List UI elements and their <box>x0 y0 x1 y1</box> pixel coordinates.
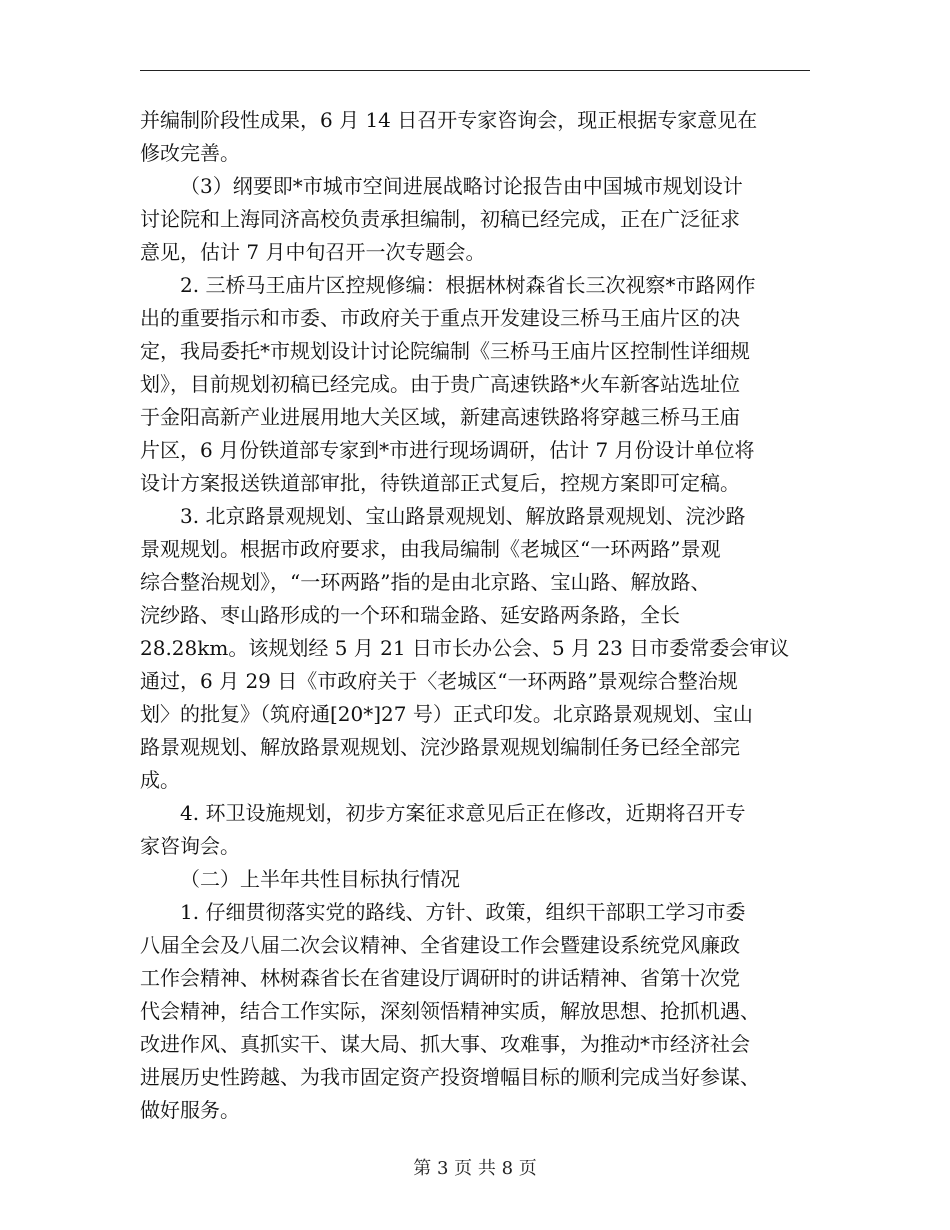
text-line: 修改完善。 <box>140 141 240 165</box>
text-line: 八届全会及八届二次会议精神、全省建设工作会暨建设系统党风廉政 <box>140 933 740 957</box>
text-line: 4. 环卫设施规划，初步方案征求意见后正在修改，近期将召开专 <box>180 801 746 825</box>
text-line: 综合整治规划》，“一环两路”指的是由北京路、宝山路、解放路、 <box>140 570 711 594</box>
text-line: 于金阳高新产业进展用地大关区域，新建高速铁路将穿越三桥马王庙 <box>140 405 740 429</box>
text-line: 景观规划。根据市政府要求，由我局编制《老城区“一环两路”景观 <box>140 537 721 561</box>
text-line: 28.28km。该规划经 5 月 21 日市长办公会、5 月 23 日市委常委会审议 <box>140 636 790 660</box>
text-line: 出的重要指示和市委、市政府关于重点开发建设三桥马王庙片区的决 <box>140 306 740 330</box>
text-line: 代会精神，结合工作实际，深刻领悟精神实质，解放思想、抢抓机遇、 <box>140 999 760 1023</box>
text-line: 定，我局委托*市规划设计讨论院编制《三桥马王庙片区控制性详细规 <box>140 339 750 363</box>
text-line: 意见，估计 7 月中旬召开一次专题会。 <box>140 240 486 264</box>
text-line: 并编制阶段性成果，6 月 14 日召开专家咨询会，现正根据专家意见在 <box>140 108 758 132</box>
text-line: 2. 三桥马王庙片区控规修编：根据林树森省长三次视察*市路网作 <box>180 273 756 297</box>
text-line: 设计方案报送铁道部审批，待铁道部正式复后，控规方案即可定稿。 <box>140 471 740 495</box>
text-line: 划〉的批复》（筑府通[20*]27 号）正式印发。北京路景观规划、宝山 <box>140 702 753 726</box>
text-line: （二）上半年共性目标执行情况 <box>180 867 460 891</box>
text-line: 讨论院和上海同济高校负责承担编制，初稿已经完成，正在广泛征求 <box>140 207 740 231</box>
text-line: 浣纱路、枣山路形成的一个环和瑞金路、延安路两条路，全长 <box>140 603 680 627</box>
text-line: 进展历史性跨越、为我市固定资产投资增幅目标的顺利完成当好参谋、 <box>140 1065 760 1089</box>
document-body <box>140 104 810 1127</box>
text-line: （3）纲要即*市城市空间进展战略讨论报告由中国城市规划设计 <box>180 174 743 198</box>
text-line: 片区，6 月份铁道部专家到*市进行现场调研，估计 7 月份设计单位将 <box>140 438 755 462</box>
text-line: 划》，目前规划初稿已经完成。由于贵广高速铁路*火车新客站选址位 <box>140 372 740 396</box>
header-rule <box>140 70 810 71</box>
text-line: 家咨询会。 <box>140 834 240 858</box>
text-line: 1. 仔细贯彻落实党的路线、方针、政策，组织干部职工学习市委 <box>180 900 746 924</box>
text-line: 成。 <box>140 768 180 792</box>
text-line: 通过，6 月 29 日《市政府关于〈老城区“一环两路”景观综合整治规 <box>140 669 738 693</box>
text-line: 3. 北京路景观规划、宝山路景观规划、解放路景观规划、浣沙路 <box>180 504 746 528</box>
text-line: 工作会精神、林树森省长在省建设厅调研时的讲话精神、省第十次党 <box>140 966 740 990</box>
text-line: 做好服务。 <box>140 1098 240 1122</box>
text-line: 改进作风、真抓实干、谋大局、抓大事、攻难事，为推动*市经济社会 <box>140 1032 750 1056</box>
page-number: 第 3 页 共 8 页 <box>413 1158 537 1179</box>
text-line: 路景观规划、解放路景观规划、浣沙路景观规划编制任务已经全部完 <box>140 735 740 759</box>
